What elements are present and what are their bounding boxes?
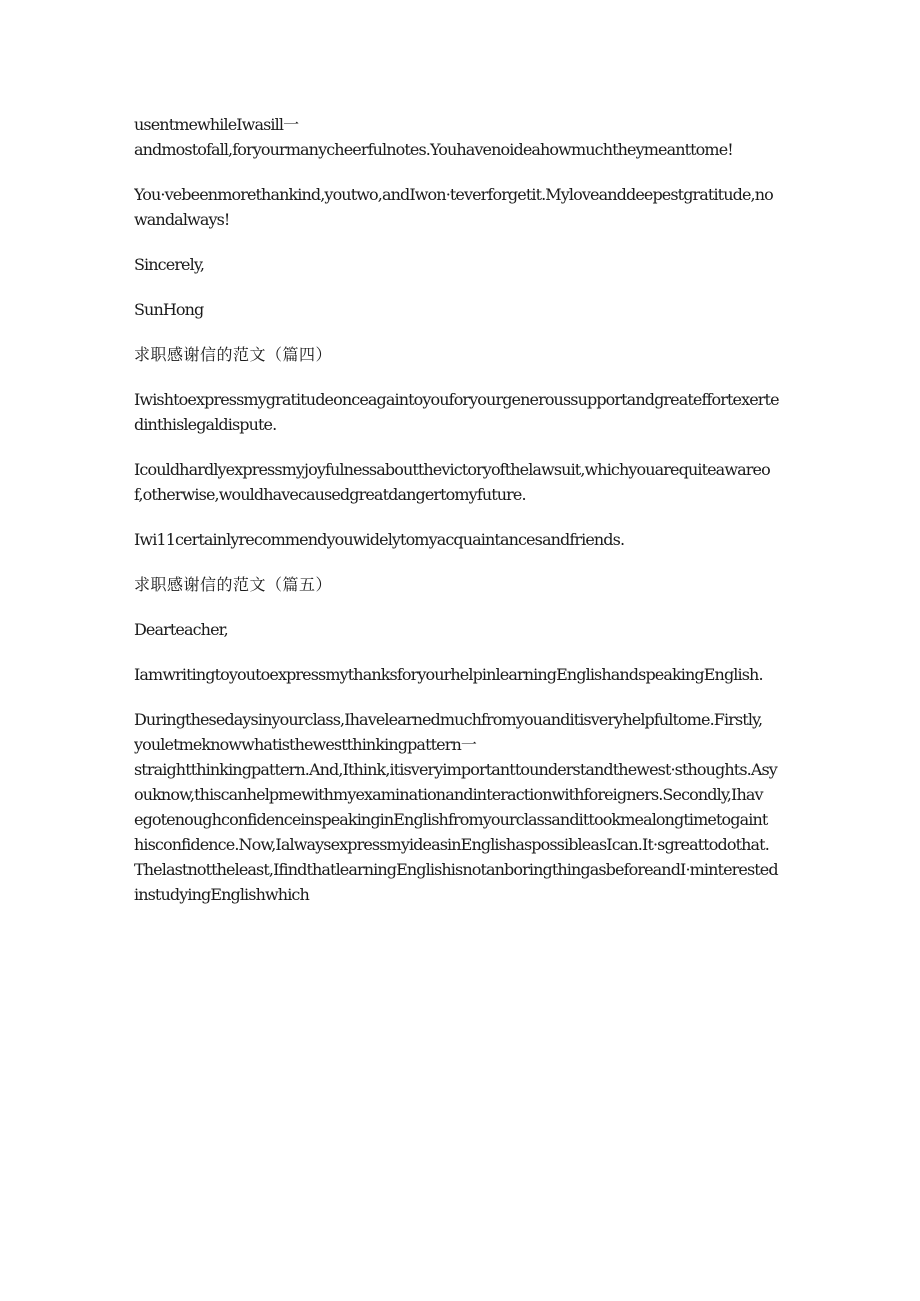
- text-line: Thelastnottheleast,IfindthatlearningEnglishisnotanboringthingasbeforeandI·minterested: [134, 860, 778, 879]
- paragraph-closing: [134, 252, 786, 277]
- text-line: ouknow,thiscanhelpmewithmyexaminationandinteractionwithforeigners.Secondly,Ihav: [134, 785, 763, 804]
- heading-text: 求职感谢信的范文（篇五）: [134, 575, 333, 594]
- text-line: IamwritingtoyoutoexpressmythanksforyourhelpinlearningEnglishandspeakingEnglish.: [134, 665, 763, 684]
- paragraph-body: [134, 707, 786, 907]
- section-heading-4: [134, 342, 786, 367]
- text-line: SunHong: [134, 300, 204, 319]
- document-page: [134, 112, 786, 927]
- paragraph-gratitude: [134, 182, 786, 232]
- text-line: You·vebeenmorethankind,youtwo,andIwon·teverforgetit.Myloveanddeepestgratitude,no: [134, 185, 773, 204]
- text-line: wandalways!: [134, 210, 230, 229]
- text-line: instudyingEnglishwhich: [134, 885, 309, 904]
- paragraph-thanks-notes: [134, 112, 786, 162]
- text-line: Iwi11certainlyrecommendyouwidelytomyacquaintancesandfriends.: [134, 530, 625, 549]
- text-line: straightthinkingpattern.And,Ithink,itisveryimportanttounderstandthewest·sthoughts.Asy: [134, 760, 777, 779]
- text-line: Sincerely,: [134, 255, 205, 274]
- paragraph-recommend: [134, 527, 786, 552]
- text-line: egotenoughconfidenceinspeakinginEnglishfromyourclassandittookmealongtimetogaint: [134, 810, 768, 829]
- paragraph-lawsuit: [134, 457, 786, 507]
- paragraph-intro: [134, 662, 786, 687]
- text-line: youletmeknowwhatisthewestthinkingpattern一: [134, 735, 476, 754]
- text-line: hisconfidence.Now,IalwaysexpressmyideasinEnglishaspossibleasIcan.It·sgreattodothat.: [134, 835, 769, 854]
- text-line: andmostofall,foryourmanycheerfulnotes.Youhavenoideahowmuchtheymeanttome!: [134, 140, 733, 159]
- text-line: usentmewhileIwasill一: [134, 115, 299, 134]
- paragraph-signature: [134, 297, 786, 322]
- heading-text: 求职感谢信的范文（篇四）: [134, 345, 333, 364]
- paragraph-salutation: [134, 617, 786, 642]
- text-line: Duringthesedaysinyourclass,Ihavelearnedmuchfromyouanditisveryhelpfultome.Firstly,: [134, 710, 763, 729]
- text-line: f,otherwise,wouldhavecausedgreatdangertomyfuture.: [134, 485, 526, 504]
- paragraph-legal-support: [134, 387, 786, 437]
- text-line: Iwishtoexpressmygratitudeonceagaintoyouforyourgeneroussupportandgreateffortexerte: [134, 390, 779, 409]
- section-heading-5: [134, 572, 786, 597]
- text-line: Icouldhardlyexpressmyjoyfulnessaboutthevictoryofthelawsuit,whichyouarequiteawareo: [134, 460, 770, 479]
- text-line: Dearteacher,: [134, 620, 228, 639]
- text-line: dinthislegaldispute.: [134, 415, 277, 434]
